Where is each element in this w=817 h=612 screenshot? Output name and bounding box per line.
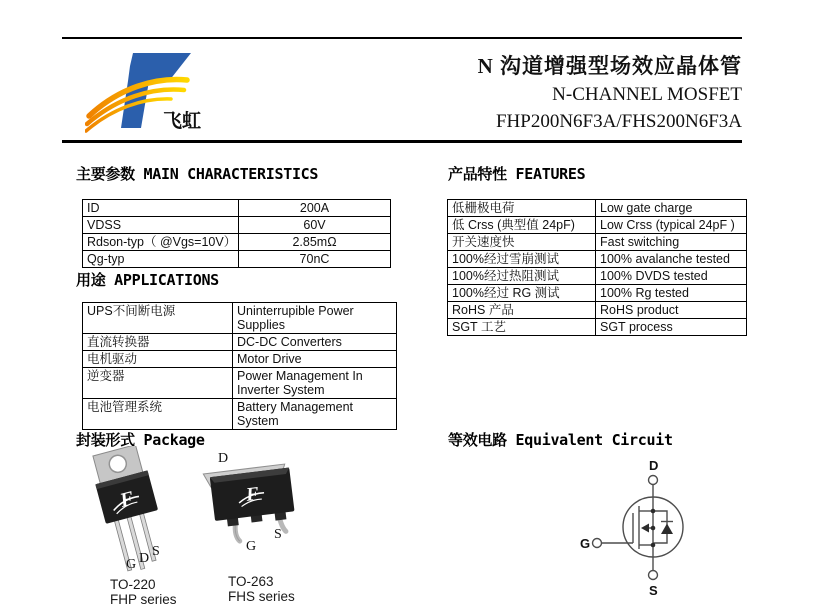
to-263-series: FHS series xyxy=(228,589,295,604)
table-row xyxy=(83,251,391,268)
table-cell: 100% avalanche tested xyxy=(596,251,747,268)
to-263-body xyxy=(203,464,297,545)
table-cell: 电机驱动 xyxy=(83,351,233,368)
table-cell: ID xyxy=(83,200,239,217)
table-row xyxy=(448,200,747,217)
table-row xyxy=(83,399,397,430)
table-cell: 低栅极电荷 xyxy=(448,200,596,217)
table-cell: 100% Rg tested xyxy=(596,285,747,302)
to-263-name: TO-263 xyxy=(228,574,274,589)
heading-package: 封装形式 Package xyxy=(76,431,205,449)
table-row xyxy=(83,234,391,251)
to-220-pin-label-s: S xyxy=(152,544,160,559)
table-cell: SGT 工艺 xyxy=(448,319,596,336)
table-row xyxy=(83,334,397,351)
svg-text:F: F xyxy=(117,487,137,512)
table-row xyxy=(448,217,747,234)
logo-text: 飞虹 xyxy=(163,111,202,132)
table-row xyxy=(83,200,391,217)
part-numbers: FHP200N6F3A/FHS200N6F3A xyxy=(495,111,742,132)
table-cell: 200A xyxy=(239,200,391,217)
table-row xyxy=(448,319,747,336)
table-cell: UPS不间断电源 xyxy=(83,303,233,334)
to-263-caption xyxy=(228,574,295,604)
table-cell: Uninterrupible Power Supplies xyxy=(233,303,397,334)
to-220-pin-label-d: D xyxy=(139,551,150,566)
table-cell: Low gate charge xyxy=(596,200,747,217)
to-263-pin-label-g: G xyxy=(246,539,257,554)
table-row xyxy=(448,251,747,268)
to-220-series: FHP series xyxy=(110,592,177,607)
table-cell: 100%经过热阻测试 xyxy=(448,268,596,285)
table-cell: 直流转换器 xyxy=(83,334,233,351)
table-cell: 电池管理系统 xyxy=(83,399,233,430)
features-table xyxy=(447,199,747,336)
terminal-label-g: G xyxy=(580,536,591,551)
table-cell: SGT process xyxy=(596,319,747,336)
table-row xyxy=(83,368,397,399)
table-cell: 100%经过雪崩测试 xyxy=(448,251,596,268)
svg-text:F: F xyxy=(244,483,261,506)
heading-equivalent-circuit: 等效电路 Equivalent Circuit xyxy=(448,431,673,449)
table-cell: VDSS xyxy=(83,217,239,234)
table-cell: 低 Crss (典型值 24pF) xyxy=(448,217,596,234)
table-row xyxy=(448,302,747,319)
to-263-package-image xyxy=(198,448,310,570)
table-cell: 70nC xyxy=(239,251,391,268)
table-cell: Low Crss (typical 24pF ) xyxy=(596,217,747,234)
table-cell: Battery Management System xyxy=(233,399,397,430)
page-title-en: N-CHANNEL MOSFET xyxy=(552,84,742,105)
table-cell: 2.85mΩ xyxy=(239,234,391,251)
table-cell: 逆变器 xyxy=(83,368,233,399)
table-row xyxy=(448,285,747,302)
to-220-pin-label-g: G xyxy=(126,557,137,572)
header-rule-bottom xyxy=(62,140,742,143)
table-cell: Rdson-typ（ @Vgs=10V） xyxy=(83,234,239,251)
heading-main-characteristics: 主要参数 MAIN CHARACTERISTICS xyxy=(76,165,319,183)
mosfet-symbol-fills xyxy=(641,509,673,548)
to-220-package-image xyxy=(72,446,177,576)
applications-table xyxy=(82,302,397,430)
table-row xyxy=(83,303,397,334)
heading-features: 产品特性 FEATURES xyxy=(448,165,586,183)
table-cell: Fast switching xyxy=(596,234,747,251)
table-cell: 60V xyxy=(239,217,391,234)
table-row xyxy=(83,217,391,234)
terminal-label-d: D xyxy=(649,458,659,473)
mosfet-symbol xyxy=(593,476,684,580)
heading-applications: 用途 APPLICATIONS xyxy=(76,271,219,289)
table-cell: DC-DC Converters xyxy=(233,334,397,351)
main-characteristics-table xyxy=(82,199,391,268)
header-rule-top xyxy=(62,37,742,39)
table-cell: Power Management In Inverter System xyxy=(233,368,397,399)
to-263-pin-label-s: S xyxy=(274,527,282,542)
table-cell: Motor Drive xyxy=(233,351,397,368)
terminal-label-s: S xyxy=(649,583,658,598)
table-cell: RoHS 产品 xyxy=(448,302,596,319)
to-220-name: TO-220 xyxy=(110,577,156,592)
company-logo xyxy=(85,50,220,135)
table-cell: 开关速度快 xyxy=(448,234,596,251)
table-cell: Qg-typ xyxy=(83,251,239,268)
table-row xyxy=(83,351,397,368)
table-cell: RoHS product xyxy=(596,302,747,319)
title-block xyxy=(340,52,742,135)
table-cell: 100% DVDS tested xyxy=(596,268,747,285)
table-cell: 100%经过 RG 测试 xyxy=(448,285,596,302)
table-row xyxy=(448,234,747,251)
table-row xyxy=(448,268,747,285)
to-220-caption xyxy=(110,577,177,607)
to-263-pin-label-d: D xyxy=(218,451,229,466)
page-title-cn: N 沟道增强型场效应晶体管 xyxy=(477,54,742,78)
equivalent-circuit-diagram xyxy=(570,450,740,608)
